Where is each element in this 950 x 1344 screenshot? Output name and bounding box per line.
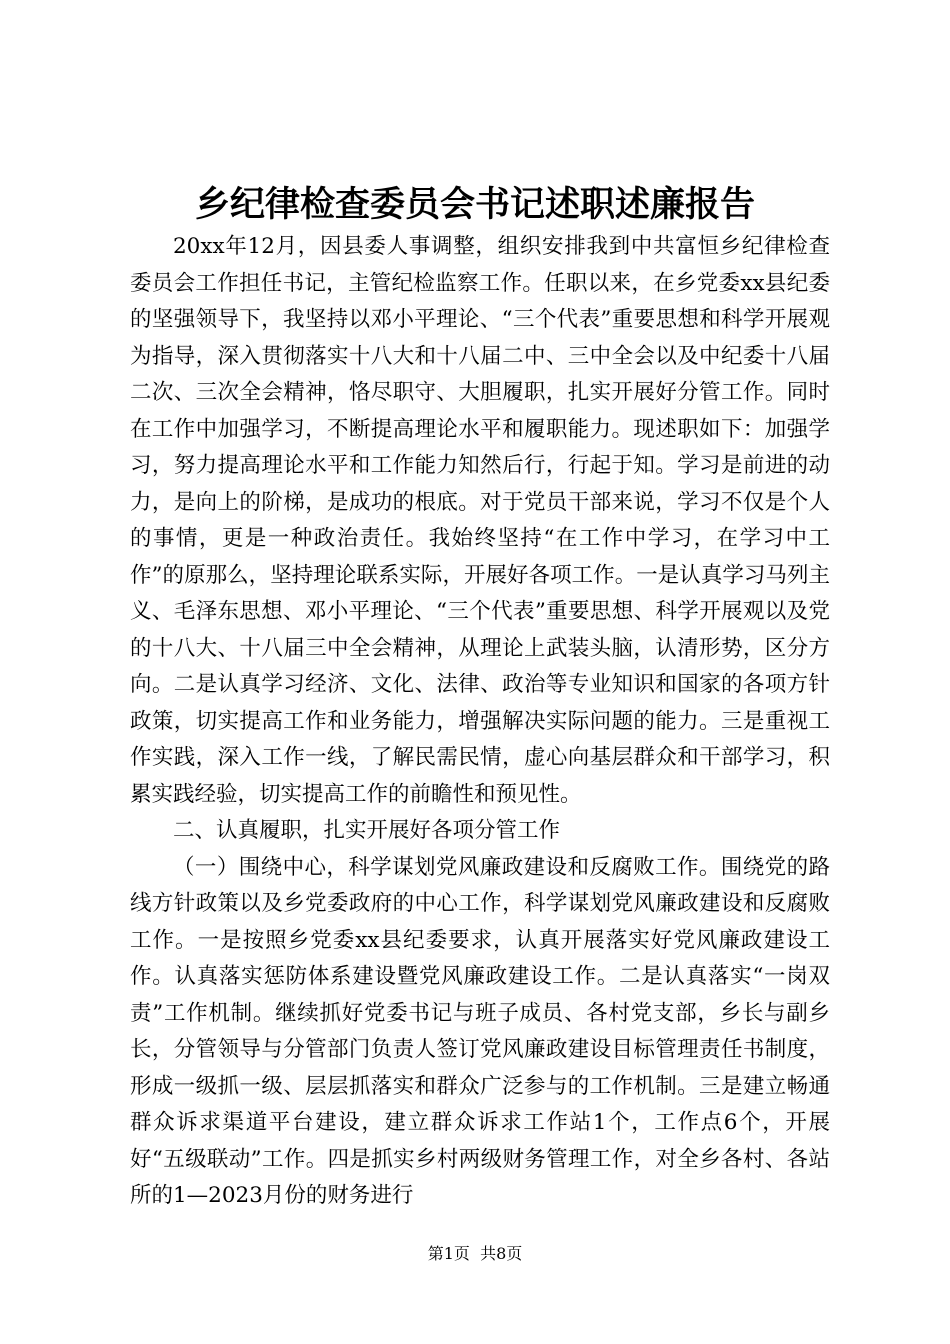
paragraph-section-one: （一）围绕中心，科学谋划党风廉政建设和反腐败工作。围绕党的路线方针政策以及乡党委政府的中心工作，科学谋划党风廉政建设和反腐败工作。一是按照乡党委xx县纪委要求，认真开展落实好党风廉政建设工作。认真落实惩防体系建设暨党风廉政建设工作。二是认真落实“一岗双责”工作机制。继续抓好党委书记与班子成员、各村党支部，乡长与副乡长，分管领导与分管部门负责人签订党风廉政建设目标管理责任书制度，形成一级抓一级、层层抓落实和群众广泛参与的工作机制。三是建立畅通群众诉求渠道平台建设，建立群众诉求工作站1个，工作点6个，开展好“五级联动”工作。四是抓实乡村两级财务管理工作，对全乡各村、各站所的1—2023月份的财务进行 (130, 854, 830, 1208)
document-title: 乡纪律检查委员会书记述职述廉报告 (194, 184, 755, 225)
paragraph-intro: 20xx年12月，因县委人事调整，组织安排我到中共富恒乡纪律检查委员会工作担任书记，主管纪检监察工作。任职以来，在乡党委xx县纪委的坚强领导下，我坚持以邓小平理论、“三个代表”重要思想和科学开展观为指导，深入贯彻落实十八大和十八届二中、三中全会以及中纪委十八届二次、三次全会精神，恪尽职守、大胆履职，扎实开展好分管工作。同时在工作中加强学习，不断提高理论水平和履职能力。现述职如下：加强学习，努力提高理论水平和工作能力知然后行，行起于知。学习是前进的动力，是向上的阶梯，是成功的根底。对于党员干部来说，学习不仅是个人的事情，更是一种政治责任。我始终坚持“在工作中学习，在学习中工作”的原那么，坚持理论联系实际，开展好各项工作。一是认真学习马列主义、毛泽东思想、邓小平理论、“三个代表”重要思想、科学开展观以及党的十八大、十八届三中全会精神，从理论上武装头脑，认清形势，区分方向。二是认真学习经济、文化、法律、政治等专业知识和国家的各项方针政策，切实提高工作和业务能力，增强解决实际问题的能力。三是重视工作实践，深入工作一线，了解民需民情，虚心向基层群众和干部学习，积累实践经验，切实提高工作的前瞻性和预见性。 (130, 234, 830, 807)
section-heading: 二、认真履职，扎实开展好各项分管工作 (173, 818, 561, 843)
page-number: 第1页 (427, 1244, 470, 1263)
document-body (130, 229, 830, 1215)
page-footer (0, 1243, 950, 1265)
page-total: 共8页 (480, 1244, 523, 1263)
